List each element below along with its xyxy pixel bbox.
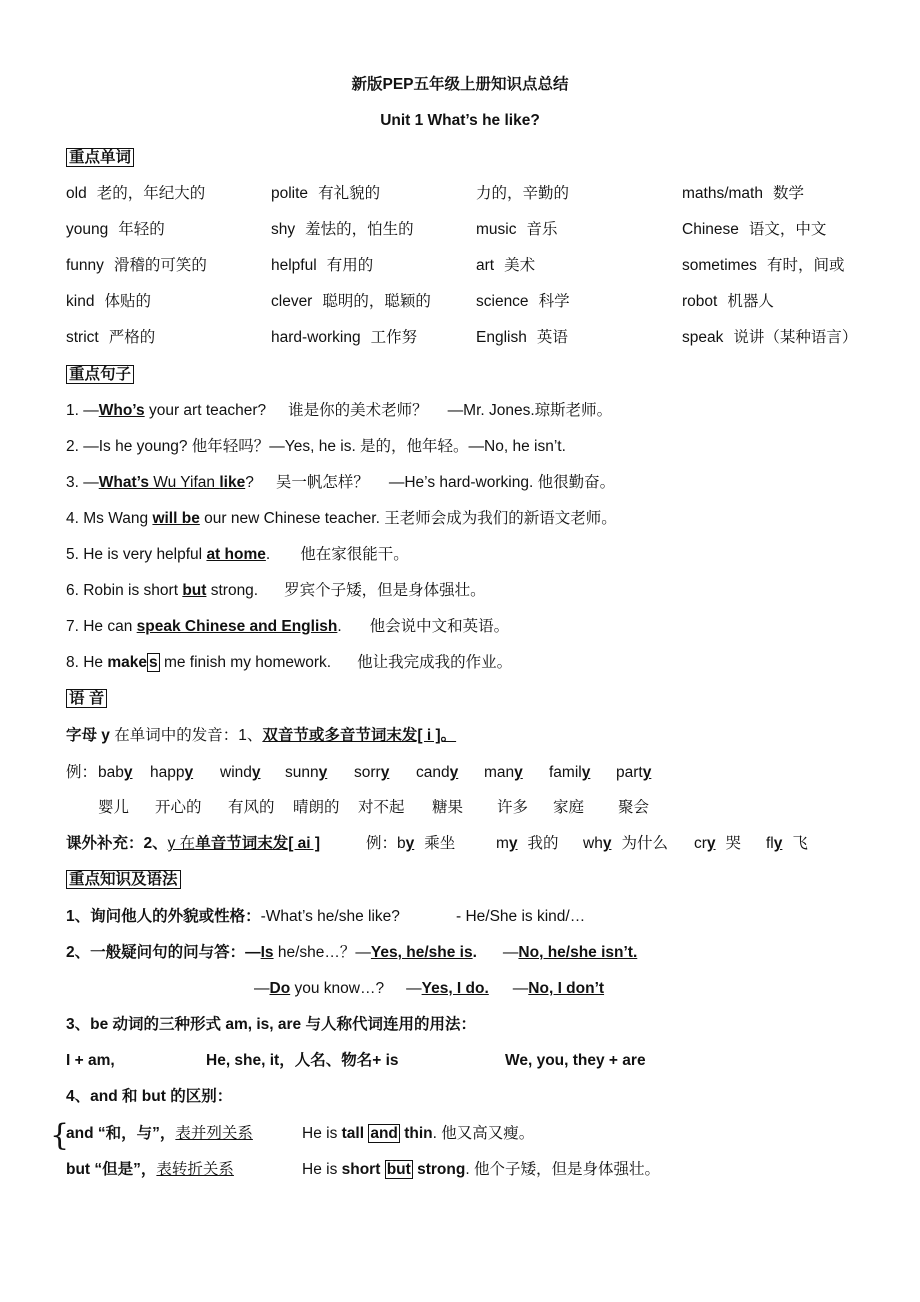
- vocab-english: kind: [66, 293, 95, 310]
- vocab-entry: [271, 292, 431, 312]
- example-label: 例：: [66, 764, 98, 781]
- word-translation: 乘坐: [424, 835, 456, 852]
- unit-heading: Unit 1 What’s he like?: [380, 112, 540, 129]
- word-stem: m: [496, 835, 509, 852]
- vocab-english: science: [476, 293, 529, 310]
- vocab-english: robot: [682, 293, 718, 310]
- word-ending-y: y: [706, 835, 716, 852]
- vocab-chinese: 语文，中文: [748, 221, 827, 238]
- phonics-rule-2: 课外补充：2、y 在单音节词末发[ ai ]: [66, 835, 321, 852]
- word-ending-y: y: [405, 835, 415, 852]
- vocab-english: music: [476, 221, 517, 238]
- vocab-entry: [66, 292, 151, 312]
- vocab-entry: [476, 292, 570, 312]
- sentence-1: 1. —Who’s your art teacher? 谁是你的美术老师？ —Mr. Jones.琼斯老师。: [66, 402, 613, 419]
- vocab-entry: [682, 292, 774, 312]
- vocab-chinese: 有礼貌的: [318, 185, 381, 202]
- phonics-word: [354, 763, 389, 783]
- word-stem: part: [616, 764, 643, 781]
- phonics-word: [694, 834, 741, 854]
- grammar-be-i: I + am,: [66, 1052, 115, 1069]
- vocab-entry: [682, 184, 804, 204]
- phonics-word: [285, 763, 327, 783]
- sentence-7: 7. He can speak Chinese and English. 他会说中文和英语。: [66, 618, 510, 635]
- vocab-english: young: [66, 221, 109, 238]
- phonics-word: [416, 763, 458, 783]
- word-translation: 我的: [527, 835, 559, 852]
- vocab-chinese: 老的，年纪大的: [96, 185, 206, 202]
- vocab-chinese: 数学: [772, 185, 804, 202]
- phonics-word: [616, 763, 651, 783]
- phonics-word-translation: 开心的: [155, 799, 202, 816]
- word-stem: wind: [220, 764, 252, 781]
- word-translation: 飞: [792, 835, 808, 852]
- vocab-entry: [66, 184, 205, 204]
- sentence-3: 3. —What’s Wu Yifan like? 吴一帆怎样？ —He’s hard-working. 他很勤奋。: [66, 474, 616, 491]
- word-stem: fl: [766, 835, 774, 852]
- sentence-4: 4. Ms Wang will be our new Chinese teacher. 王老师会成为我们的新语文老师。: [66, 510, 617, 527]
- phonics-word: [766, 834, 808, 854]
- vocab-entry: [682, 220, 826, 240]
- sentence-2: 2. —Is he young? 他年轻吗？—Yes, he is. 是的，他年轻。—No, he isn’t.: [66, 438, 566, 455]
- example-label: 例：: [366, 835, 398, 852]
- phonics-word-translation: 许多: [497, 799, 529, 816]
- vocab-english: old: [66, 185, 87, 202]
- word-stem: sunn: [285, 764, 319, 781]
- phonics-word: [98, 763, 133, 783]
- sentence-5: 5. He is very helpful at home. 他在家很能干。: [66, 546, 409, 563]
- sentence-6: 6. Robin is short but strong. 罗宾个子矮，但是身体强壮。: [66, 582, 486, 599]
- grammar-point-2: 2、一般疑问句的问与答：—Is he/she…？—Yes, he/she is. —No, he/she isn’t.: [66, 944, 638, 961]
- phonics-word: [397, 834, 455, 854]
- word-ending-y: y: [380, 764, 390, 781]
- section-words-heading: 重点单词: [66, 148, 134, 168]
- vocab-chinese: 力的，辛勤的: [476, 185, 570, 202]
- vocab-chinese: 美术: [504, 257, 536, 274]
- vocab-english: sometimes: [682, 257, 757, 274]
- vocab-english: speak: [682, 329, 724, 346]
- phonics-word: [220, 763, 261, 783]
- word-translation: 为什么: [621, 835, 668, 852]
- vocab-chinese: 严格的: [108, 329, 156, 346]
- word-stem: cr: [694, 835, 707, 852]
- but-example: He is short but strong. 他个子矮，但是身体强壮。: [302, 1161, 660, 1178]
- phonics-word-translation: 糖果: [432, 799, 464, 816]
- phonics-word-translation: 对不起: [358, 799, 405, 816]
- word-ending-y: y: [602, 835, 612, 852]
- word-stem: bab: [98, 764, 124, 781]
- word-stem: famil: [549, 764, 582, 781]
- word-translation: 哭: [725, 835, 742, 852]
- vocab-chinese: 滑稽的可笑的: [113, 257, 207, 274]
- vocab-english: funny: [66, 257, 104, 274]
- vocab-english: art: [476, 257, 495, 274]
- word-ending-y: y: [642, 764, 652, 781]
- vocab-entry: [271, 328, 417, 348]
- phonics-word: [484, 763, 523, 783]
- vocab-entry: [476, 184, 569, 204]
- vocab-chinese: 年轻的: [118, 221, 165, 238]
- vocab-chinese: 工作努: [370, 329, 418, 346]
- vocab-english: maths/math: [682, 185, 763, 202]
- vocab-english: clever: [271, 293, 313, 310]
- vocab-chinese: 体贴的: [104, 293, 151, 310]
- word-stem: sorr: [354, 764, 381, 781]
- vocab-entry: [66, 256, 207, 276]
- word-ending-y: y: [514, 764, 523, 781]
- vocab-entry: [271, 184, 380, 204]
- phonics-word: [496, 834, 559, 854]
- word-ending-y: y: [251, 764, 261, 781]
- vocab-chinese: 音乐: [526, 221, 558, 238]
- phonics-word: [549, 763, 590, 783]
- vocab-chinese: 科学: [538, 293, 570, 310]
- phonics-word: [150, 763, 193, 783]
- phonics-rule-1: 字母 y 在单词中的发音：1、双音节或多音节词末发[ i ]。: [66, 727, 457, 744]
- word-ending-y: y: [508, 835, 518, 852]
- word-ending-y: y: [123, 764, 133, 781]
- and-example: He is tall and thin. 他又高又瘦。: [302, 1125, 535, 1142]
- vocab-english: English: [476, 329, 527, 346]
- vocab-english: helpful: [271, 257, 317, 274]
- vocab-entry: [476, 256, 535, 276]
- phonics-word-translation: 聚会: [618, 799, 650, 816]
- but-usage-row: but “但是”，表转折关系: [66, 1161, 234, 1178]
- word-ending-y: y: [184, 764, 194, 781]
- vocab-chinese: 有时，间或: [766, 257, 845, 274]
- phonics-word-translation: 婴儿: [98, 799, 130, 816]
- word-ending-y: y: [449, 764, 459, 781]
- grammar-be-we: We, you, they + are: [505, 1052, 646, 1069]
- vocab-entry: [682, 256, 844, 276]
- vocab-chinese: 机器人: [727, 293, 774, 310]
- grammar-point-2-do: —Do you know…? —Yes, I do. —No, I don’t: [254, 980, 605, 997]
- vocab-entry: [682, 328, 857, 348]
- phonics-word-translation: 有风的: [228, 799, 275, 816]
- phonics-word-translation: 晴朗的: [293, 799, 340, 816]
- word-stem: b: [397, 835, 406, 852]
- vocab-chinese: 英语: [536, 329, 568, 346]
- word-stem: cand: [416, 764, 450, 781]
- vocab-english: shy: [271, 221, 296, 238]
- word-ending-y: y: [773, 835, 783, 852]
- vocab-english: strict: [66, 329, 99, 346]
- grammar-point-4: 4、and 和 but 的区别：: [66, 1088, 233, 1105]
- word-stem: wh: [583, 835, 603, 852]
- phonics-word: [583, 834, 668, 854]
- vocab-chinese: 说讲（某种语言）: [733, 329, 858, 346]
- vocab-entry: [66, 220, 165, 240]
- vocab-entry: [476, 328, 568, 348]
- document-title: 新版PEP五年级上册知识点总结: [351, 76, 569, 93]
- grammar-be-he: He, she, it，人名、物名+ is: [206, 1052, 399, 1069]
- section-grammar-heading: 重点知识及语法: [66, 870, 181, 890]
- phonics-word-translation: 家庭: [553, 799, 585, 816]
- section-phonics-heading: 语 音: [66, 689, 107, 709]
- vocab-entry: [271, 256, 373, 276]
- and-usage-row: and “和，与”，表并列关系: [66, 1125, 253, 1142]
- vocab-chinese: 聪明的，聪颖的: [322, 293, 431, 310]
- word-stem: man: [484, 764, 515, 781]
- vocab-entry: [476, 220, 558, 240]
- grammar-point-1-answer: - He/She is kind/…: [456, 908, 586, 925]
- vocab-entry: [271, 220, 414, 240]
- section-sentences-heading: 重点句子: [66, 365, 134, 385]
- grammar-point-3: 3、be 动词的三种形式 am, is, are 与人称代词连用的用法：: [66, 1016, 476, 1033]
- vocab-english: polite: [271, 185, 309, 202]
- word-stem: happ: [150, 764, 185, 781]
- grammar-point-1: 1、询问他人的外貌或性格：-What’s he/she like?: [66, 908, 400, 925]
- word-ending-y: y: [581, 764, 591, 781]
- word-ending-y: y: [318, 764, 328, 781]
- vocab-english: Chinese: [682, 221, 739, 238]
- vocab-entry: [66, 328, 155, 348]
- brace-icon: {: [50, 1118, 70, 1153]
- vocab-english: hard-working: [271, 329, 361, 346]
- sentence-8: 8. He make s me finish my homework. 他让我完成我的作业。: [66, 654, 513, 671]
- vocab-chinese: 有用的: [326, 257, 374, 274]
- vocab-chinese: 羞怯的，怕生的: [305, 221, 414, 238]
